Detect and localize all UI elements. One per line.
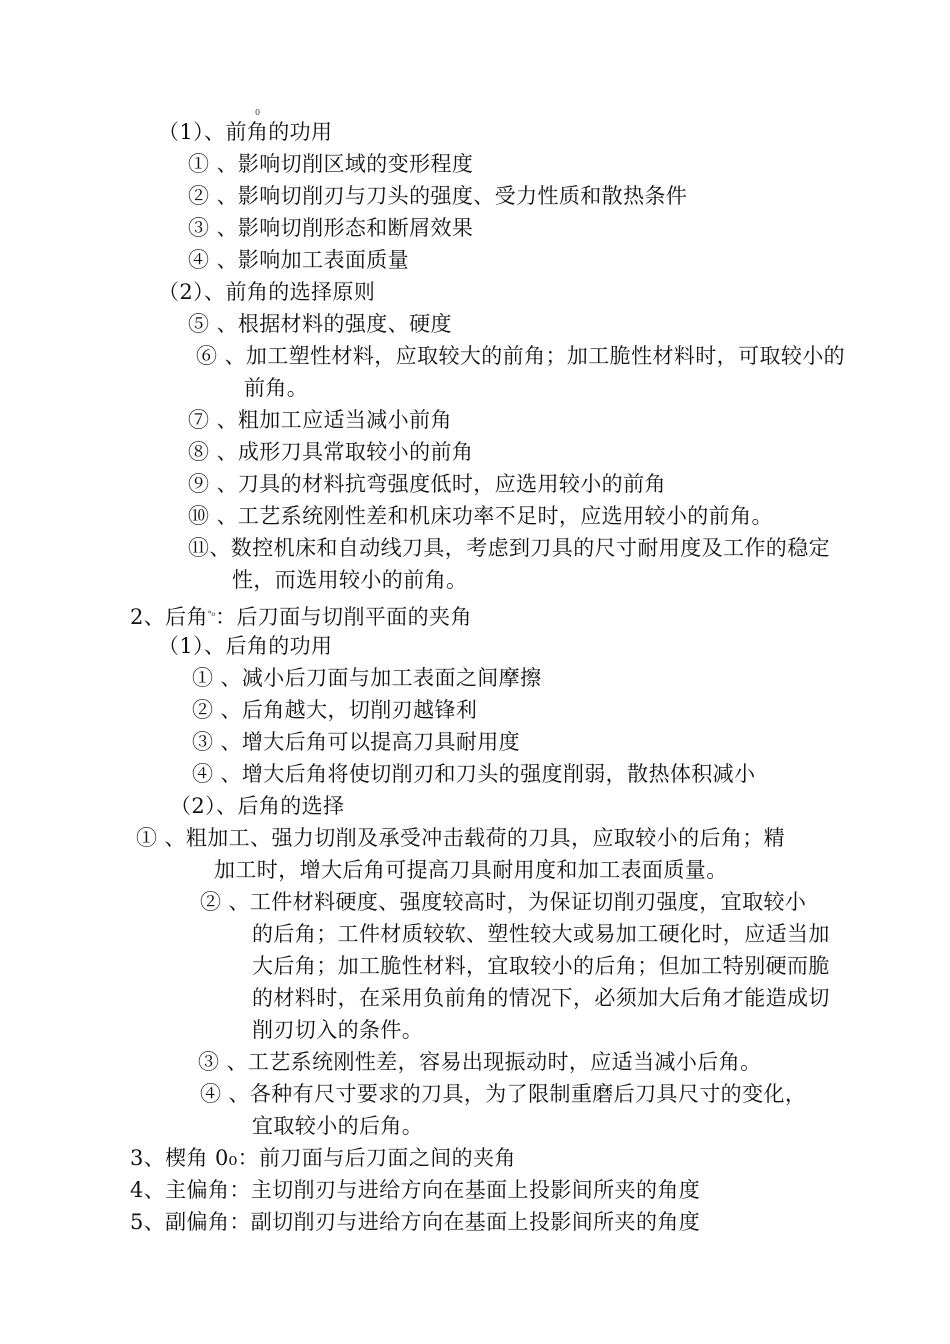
list-item-continuation: 削刃切入的条件。 <box>252 1018 424 1042</box>
stray-superscript-mark: 0 <box>255 108 261 117</box>
heading-wedge-angle: 3、楔角 0₀：前刀面与后刀面之间的夹角 <box>130 1146 516 1170</box>
list-item: ⑪、数控机床和自动线刀具，考虑到刀具的尺寸耐用度及工作的稳定 <box>188 536 830 560</box>
list-item: ① 、影响切削区域的变形程度 <box>188 152 474 176</box>
heading-rake-angle-selection: （2）、前角的选择原则 <box>158 280 376 304</box>
list-item-continuation: 性，而选用较小的前角。 <box>232 568 468 592</box>
list-item: ⑤ 、根据材料的强度、硬度 <box>188 312 452 336</box>
list-item-continuation: 大后角；加工脆性材料，宜取较小的后角；但加工特别硬而脆 <box>252 954 830 978</box>
list-item: ⑧ 、成形刀具常取较小的前角 <box>188 440 474 464</box>
list-item: ③ 、增大后角可以提高刀具耐用度 <box>192 730 521 754</box>
list-item: ⑥ 、加工塑性材料，应取较大的前角；加工脆性材料时，可取较小的 <box>196 344 846 368</box>
list-item: ② 、后角越大，切削刃越锋利 <box>192 698 478 722</box>
list-item: ① 、粗加工、强力切削及承受冲击载荷的刀具，应取较小的后角；精 <box>136 826 786 850</box>
list-item-continuation: 的材料时，在采用负前角的情况下，必须加大后角才能造成切 <box>252 986 830 1010</box>
list-item: ② 、工件材料硬度、强度较高时，为保证切削刃强度，宜取较小 <box>200 890 807 914</box>
list-item: ③ 、工艺系统刚性差，容易出现振动时，应适当减小后角。 <box>198 1050 762 1074</box>
list-item: ② 、影响切削刃与刀头的强度、受力性质和散热条件 <box>188 184 688 208</box>
heading-clearance-angle <box>130 598 472 633</box>
clearance-angle-definition: ：后刀面与切削平面的夹角 <box>215 605 472 629</box>
list-item-continuation: 前角。 <box>244 376 309 400</box>
list-item: ⑩ 、工艺系统刚性差和机床功率不足时，应选用较小的前角。 <box>188 504 773 528</box>
heading-major-cutting-edge-angle: 4、主偏角：主切削刃与进给方向在基面上投影间所夹的角度 <box>130 1178 701 1202</box>
heading-clearance-angle-function: （1）、后角的功用 <box>158 634 333 658</box>
clearance-angle-symbol: ᵃ₀ <box>207 609 216 619</box>
list-item-continuation: 的后角；工件材质较软、塑性较大或易加工硬化时，应适当加 <box>252 922 830 946</box>
list-item: ① 、减小后刀面与加工表面之间摩擦 <box>192 666 542 690</box>
list-item: ⑦ 、粗加工应适当减小前角 <box>188 408 452 432</box>
list-item: ④ 、增大后角将使切削刃和刀头的强度削弱，散热体积减小 <box>192 762 756 786</box>
heading-rake-angle-function: （1）、前角的功用 <box>158 120 333 144</box>
list-item: ④ 、各种有尺寸要求的刀具，为了限制重磨后刀具尺寸的变化， <box>200 1082 807 1106</box>
clearance-angle-prefix: 2、后角 <box>130 605 208 629</box>
list-item: ⑨ 、刀具的材料抗弯强度低时，应选用较小的前角 <box>188 472 666 496</box>
list-item: ③ 、影响切削形态和断屑效果 <box>188 216 474 240</box>
list-item: ④ 、影响加工表面质量 <box>188 248 410 272</box>
heading-minor-cutting-edge-angle: 5、副偏角：副切削刃与进给方向在基面上投影间所夹的角度 <box>130 1210 701 1234</box>
list-item-continuation: 加工时，增大后角可提高刀具耐用度和加工表面质量。 <box>214 858 728 882</box>
heading-clearance-angle-selection: （2）、后角的选择 <box>170 794 345 818</box>
list-item-continuation: 宜取较小的后角。 <box>252 1114 424 1138</box>
